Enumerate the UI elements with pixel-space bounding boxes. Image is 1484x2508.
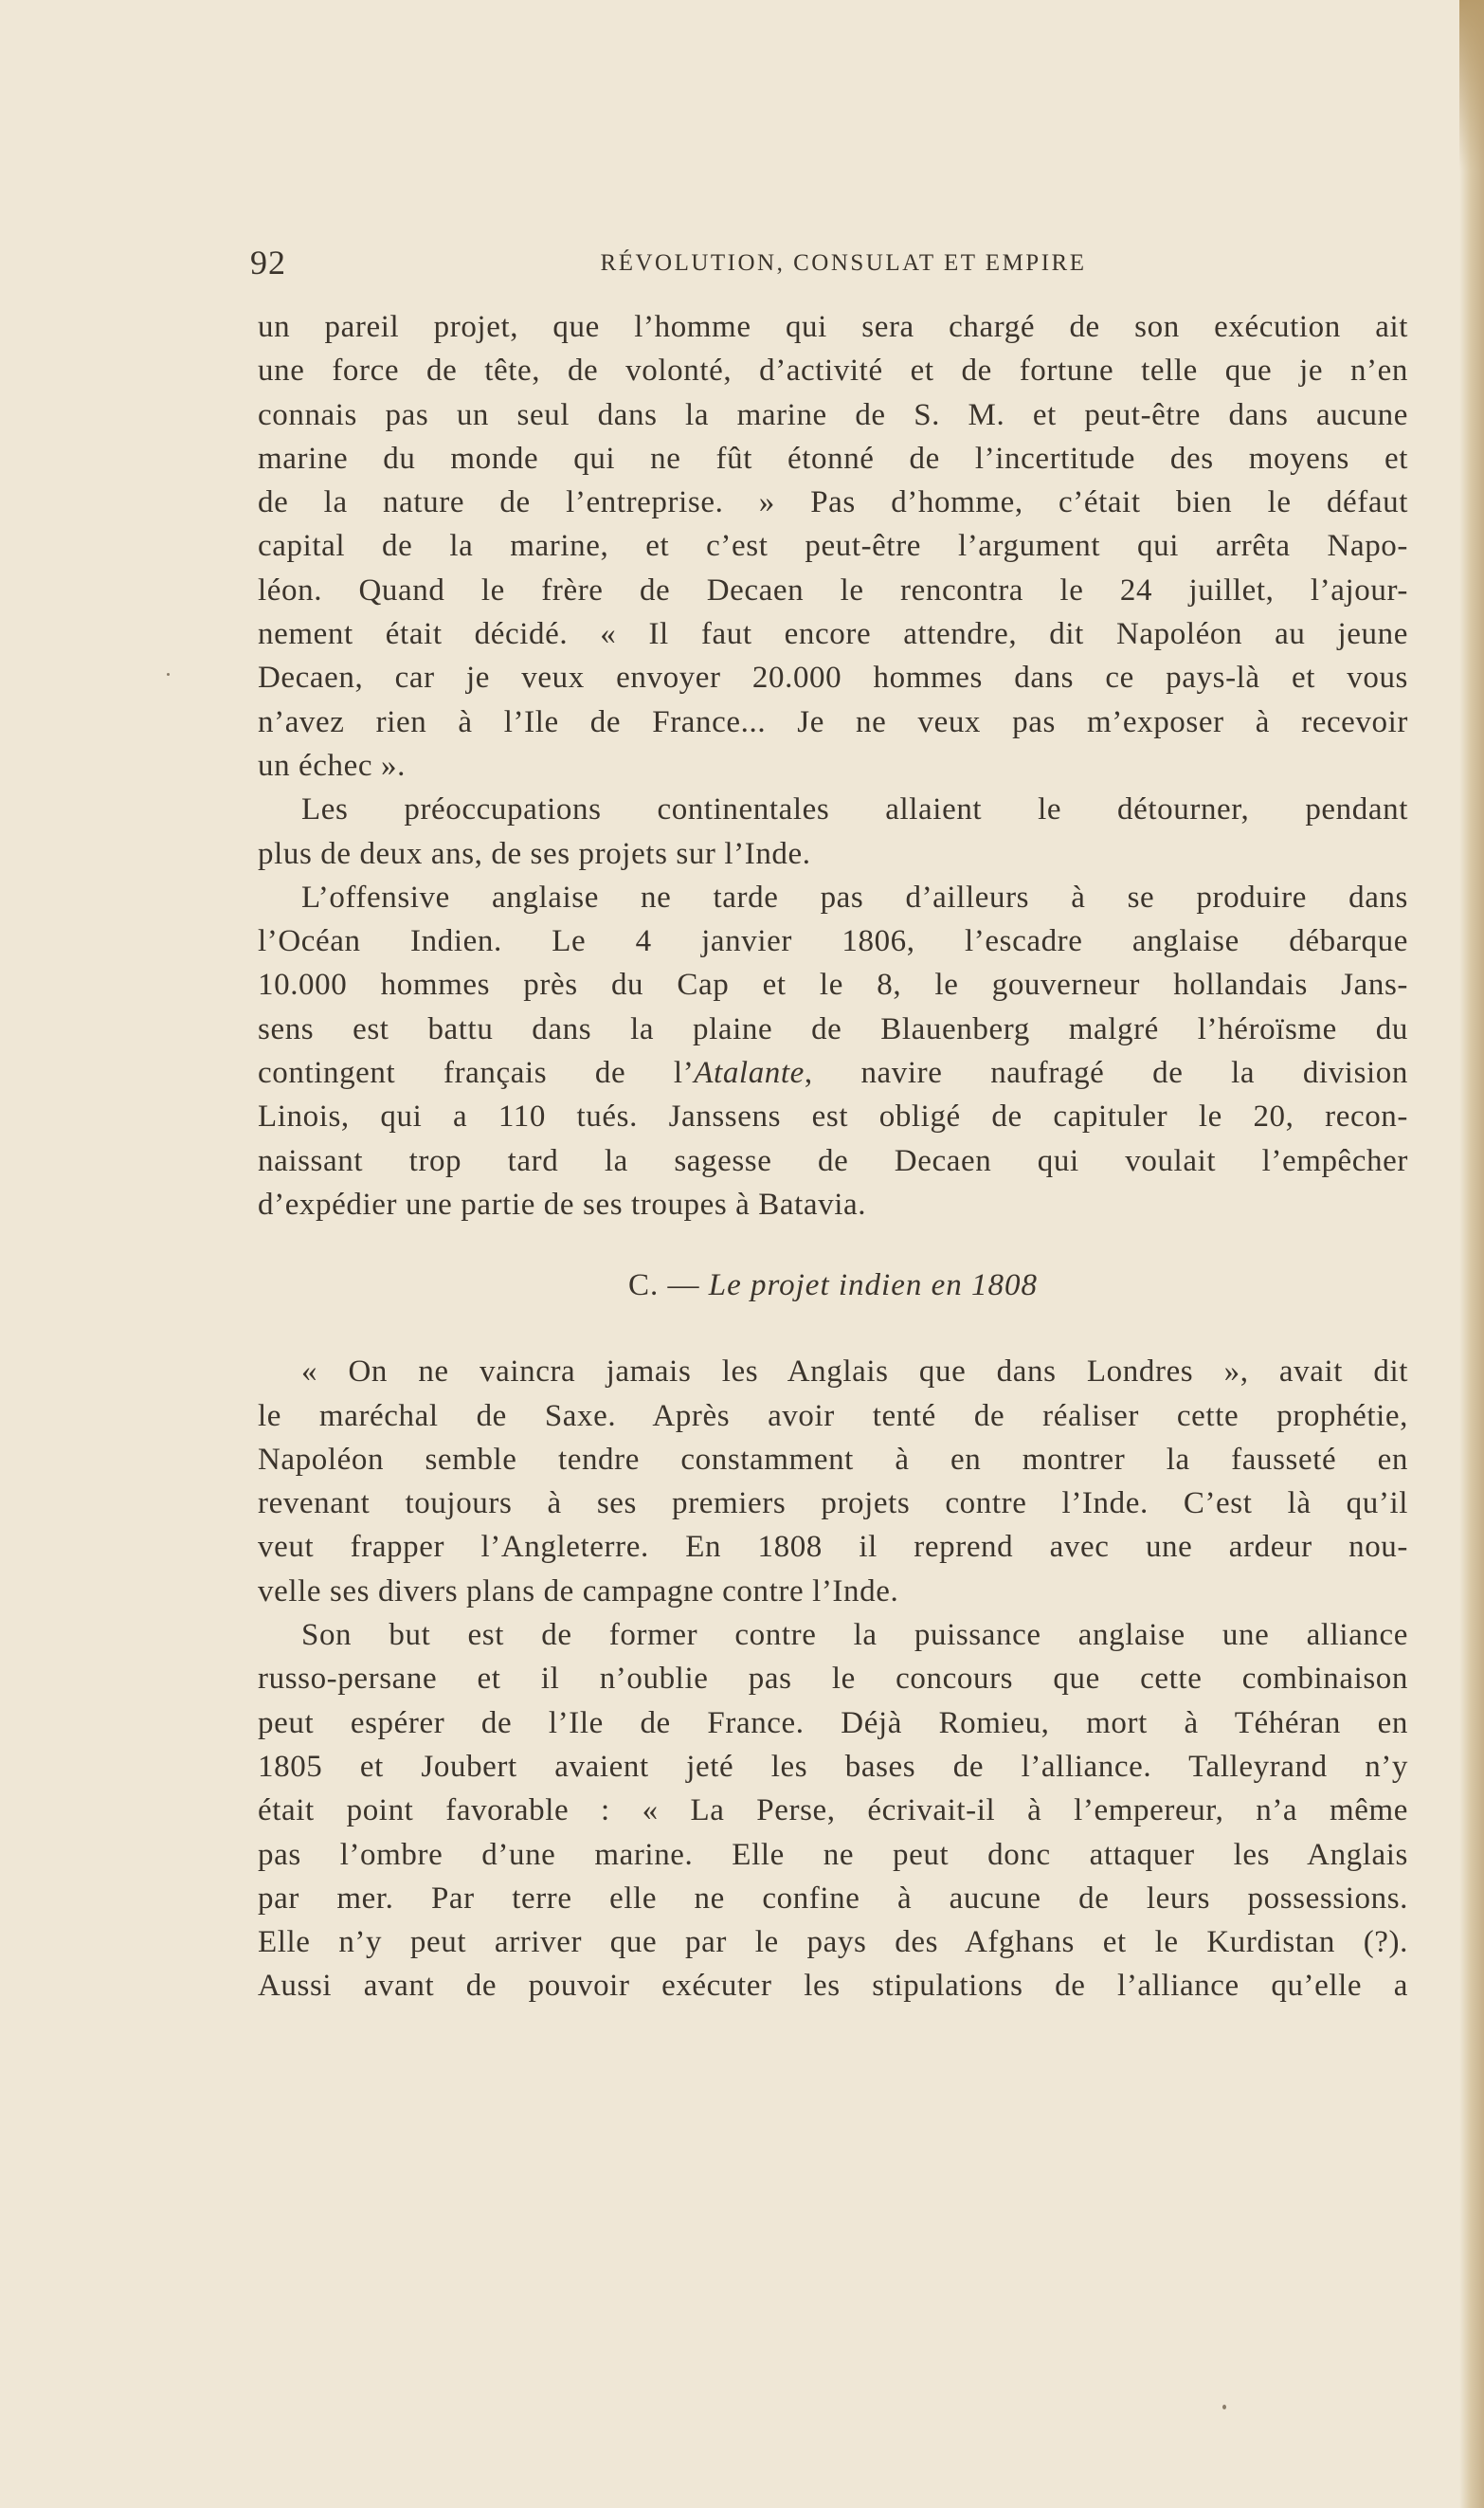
text-line: l’Océan Indien. Le 4 janvier 1806, l’escadre anglaise débarque [258,924,1408,959]
text-segment: contingent français de l’ [258,1056,695,1091]
text-line: une force de tête, de volonté, d’activité et de fortune telle que je n’en [258,354,1408,389]
page-header [250,243,1408,290]
text-line: 1805 et Joubert avaient jeté les bases de l’alliance. Talleyrand n’y [258,1749,1408,1784]
text-line: russo-persane et il n’oublie pas le concours que cette combinaison [258,1662,1408,1697]
paper-speck [1222,2405,1226,2409]
text-line: Decaen, car je veux envoyer 20.000 hommes dans ce pays-là et vous [258,661,1408,696]
paragraph [258,876,1408,1227]
text-line: de la nature de l’entreprise. » Pas d’homme, c’était bien le défaut [258,485,1408,520]
text-line: capital de la marine, et c’est peut-être l’argument qui arrêta Napo- [258,529,1408,564]
text-line: Son but est de former contre la puissance anglaise une alliance [301,1618,1408,1653]
paragraph [258,1350,1408,1613]
section-title-text: Le projet indien en 1808 [708,1268,1038,1303]
text-line: Aussi avant de pouvoir exécuter les stipulations de l’alliance qu’elle a [258,1969,1408,2004]
text-line: un pareil projet, que l’homme qui sera chargé de son exécution ait [258,310,1408,344]
text-line: Linois, qui a 110 tués. Janssens est obligé de capituler le 20, recon- [258,1100,1408,1135]
text-line: plus de deux ans, de ses projets sur l’Inde. [258,836,811,871]
text-line: le maréchal de Saxe. Après avoir tenté de réaliser cette prophétie, [258,1398,1408,1433]
paragraph [258,1613,1408,2008]
text-line: un échec ». [258,748,406,783]
text-line: revenant toujours à ses premiers projets contre l’Inde. C’est là qu’il [258,1486,1408,1521]
text-line: n’avez rien à l’Ile de France... Je ne veux pas m’exposer à recevoir [258,704,1408,739]
text-line: Napoléon semble tendre constamment à en montrer la fausseté en [258,1442,1408,1477]
section-label: C. — [628,1268,700,1303]
text-line: Les préoccupations continentales allaient le détourner, pendant [301,792,1408,827]
text-line: connais pas un seul dans la marine de S. M. et peut-être dans aucune [258,397,1408,432]
text-line: naissant trop tard la sagesse de Decaen qui voulait l’empêcher [258,1143,1408,1178]
text-line: veut frapper l’Angleterre. En 1808 il reprend avec une ardeur nou- [258,1530,1408,1565]
text-segment: , navire naufragé de la division [804,1056,1408,1091]
page-edge-stain [1459,0,1484,171]
text-line: peut espérer de l’Ile de France. Déjà Romieu, mort à Téhéran en [258,1705,1408,1740]
paragraph [258,788,1408,876]
section-title [258,1247,1408,1323]
text-line: Elle n’y peut arriver que par le pays des Afghans et le Kurdistan (?). [258,1925,1408,1960]
text-line: d’expédier une partie de ses troupes à Batavia. [258,1187,867,1222]
page-edge-shadow [1459,0,1484,2508]
running-head: RÉVOLUTION, CONSULAT ET EMPIRE [600,250,1087,276]
paper-speck [167,673,170,676]
paragraph [258,305,1408,788]
ship-name: Atalante [694,1056,805,1091]
text-line: 10.000 hommes près du Cap et le 8, le gouverneur hollandais Jans- [258,968,1408,1003]
text-line: nement était décidé. « Il faut encore attendre, dit Napoléon au jeune [258,617,1408,652]
text-line: par mer. Par terre elle ne confine à aucune de leurs possessions. [258,1881,1408,1916]
text-line: velle ses divers plans de campagne contre l’Inde. [258,1573,899,1608]
body-text [258,305,1408,2008]
text-line: sens est battu dans la plaine de Blauenberg malgré l’héroïsme du [258,1011,1408,1046]
text-line: « On ne vaincra jamais les Anglais que dans Londres », avait dit [301,1354,1408,1390]
text-line: marine du monde qui ne fût étonné de l’incertitude des moyens et [258,441,1408,476]
text-line: était point favorable : « La Perse, écrivait-il à l’empereur, n’a même [258,1793,1408,1828]
page-number: 92 [250,244,286,282]
text-line: léon. Quand le frère de Decaen le rencontra le 24 juillet, l’ajour- [258,572,1408,608]
text-line: pas l’ombre d’une marine. Elle ne peut donc attaquer les Anglais [258,1837,1408,1872]
text-line [258,1051,1408,1095]
text-line: L’offensive anglaise ne tarde pas d’ailleurs à se produire dans [301,880,1408,915]
